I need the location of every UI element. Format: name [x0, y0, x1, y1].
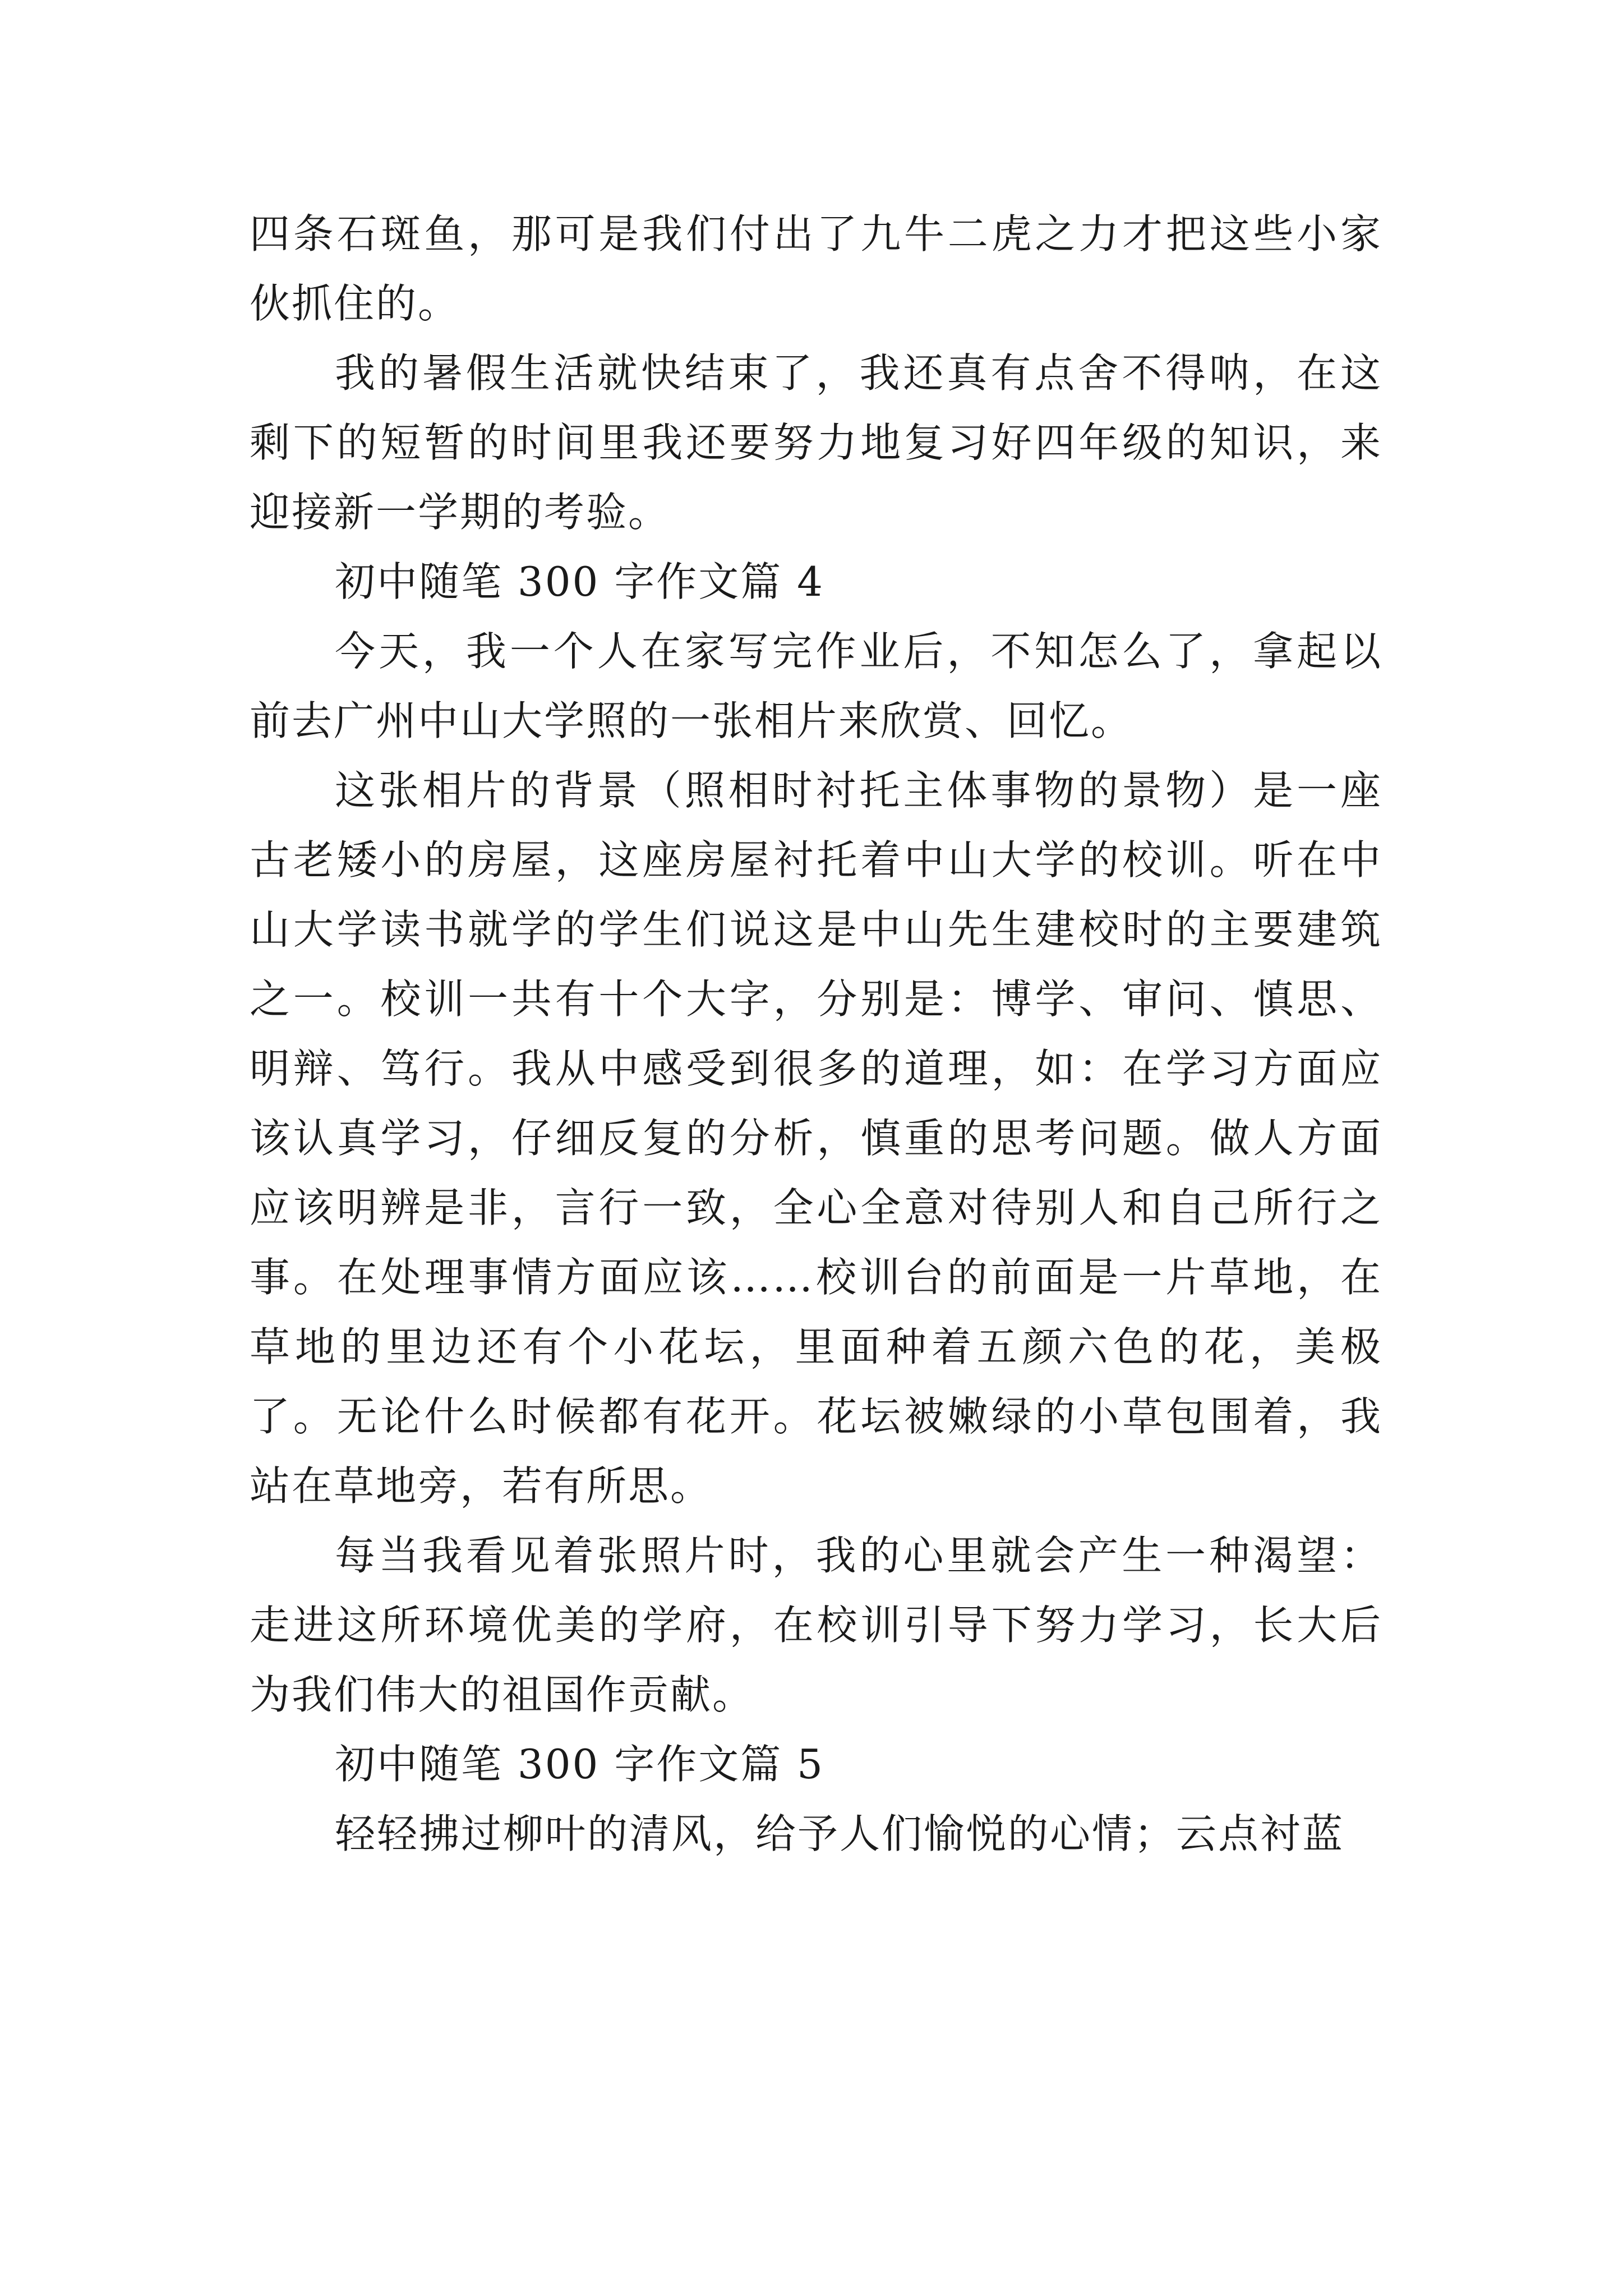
section-heading-5: 初中随笔 300 字作文篇 5	[335, 1741, 824, 1788]
paragraph-3: 今天，我一个人在家写完作业后，不知怎么了，拿起以前去广州中山大学照的一张相片来欣赏、回忆。	[250, 628, 1382, 744]
section-heading-4: 初中随笔 300 字作文篇 4	[335, 558, 824, 605]
paragraph-2: 我的暑假生活就快结束了，我还真有点舍不得呐，在这剩下的短暂的时间里我还要努力地复习好四年级的知识，来迎接新一学期的考验。	[250, 349, 1382, 536]
paragraph-4: 这张相片的背景（照相时衬托主体事物的景物）是一座古老矮小的房屋，这座房屋衬托着中山大学的校训。听在中山大学读书就学的学生们说这是中山先生建校时的主要建筑之一。校训一共有十个大字，分别是：博学、审问、慎思、明辩、笃行。我从中感受到很多的道理，如：在学习方面应该认真学习，仔细反复的分析，慎重的思考问题。做人方面应该明辨是非，言行一致，全心全意对待别人和自己所行之事。在处理事情方面应该……校训台的前面是一片草地，在草地的里边还有个小花坛，里面种着五颜六色的花，美极了。无论什么时候都有花开。花坛被嫩绿的小草包围着，我站在草地旁，若有所思。	[250, 767, 1382, 1510]
paragraph-6: 轻轻拂过柳叶的清风，给予人们愉悦的心情；云点衬蓝	[335, 1810, 1345, 1857]
document-body	[250, 199, 1382, 1869]
paragraph-5: 每当我看见着张照片时，我的心里就会产生一种渴望：走进这所环境优美的学府，在校训引导下努力学习，长大后为我们伟大的祖国作贡献。	[250, 1532, 1382, 1718]
paragraph-1: 四条石斑鱼，那可是我们付出了九牛二虎之力才把这些小家伙抓住的。	[250, 210, 1382, 327]
